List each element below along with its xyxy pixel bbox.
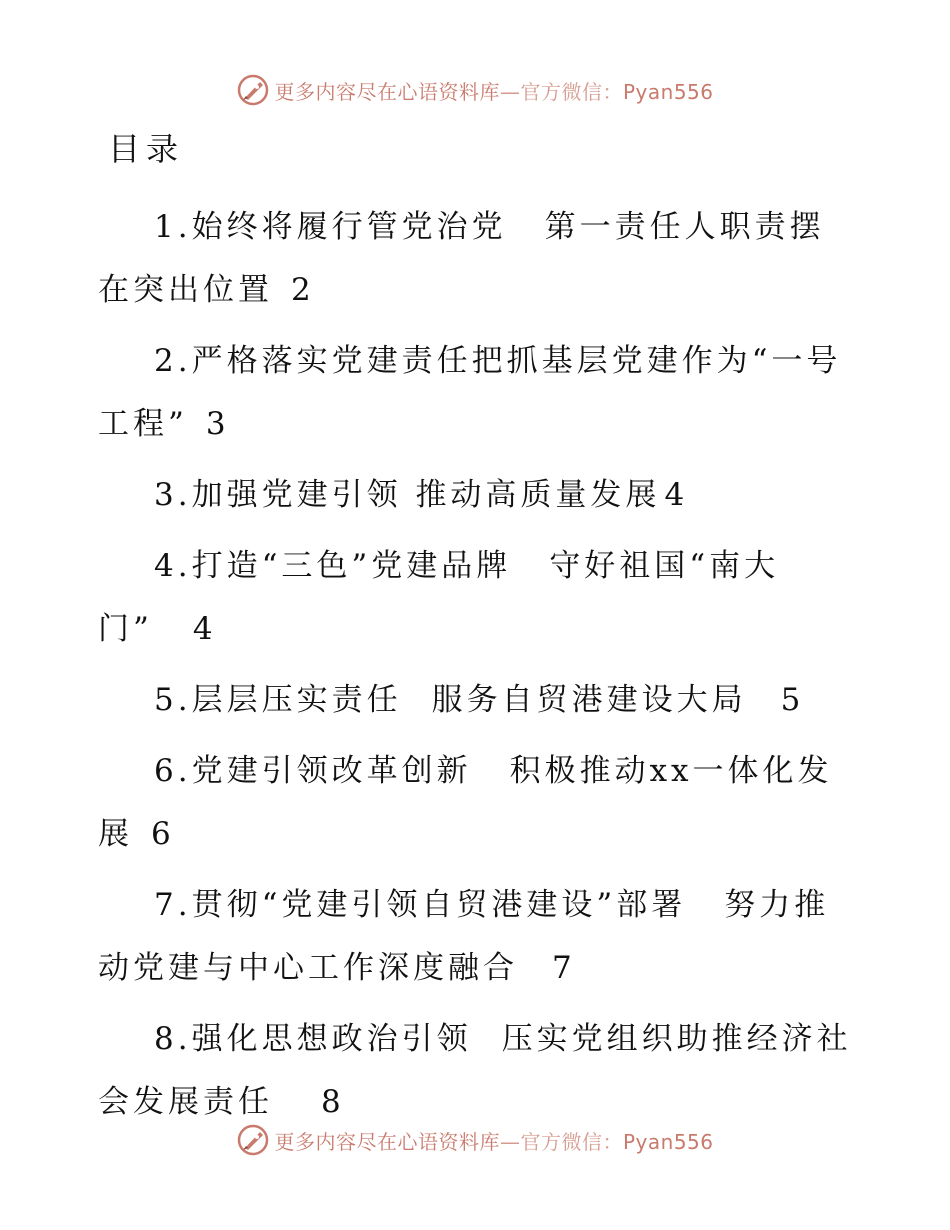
- toc-item-2[interactable]: [98, 330, 858, 456]
- toc-heading: 目录: [108, 130, 185, 168]
- quill-pen-logo-icon: [236, 1123, 270, 1157]
- toc-number: 5.: [154, 682, 192, 718]
- toc-page-number: 8: [321, 1084, 341, 1120]
- toc-item-5[interactable]: [98, 669, 858, 732]
- toc-title-part1: 严格落实党建责任把抓基层党建作为“一号工程”: [98, 343, 842, 442]
- toc-number: 1.: [154, 209, 192, 245]
- toc-page-number: 3: [205, 406, 226, 442]
- watermark-handle: Pyan556: [622, 79, 714, 104]
- toc-title-part1: 打造“三色”党建品牌: [191, 548, 512, 584]
- watermark-prefix: 更多内容尽在心语资料库: [274, 79, 500, 104]
- toc-title-part2: 努力推动党建与中心工作深度融合: [98, 887, 830, 986]
- toc-number: 4.: [154, 548, 192, 584]
- watermark-suffix: 官方微信：: [520, 1129, 623, 1154]
- toc-title-part1: 加强党建引领: [191, 477, 402, 513]
- watermark-handle: Pyan556: [622, 1129, 714, 1154]
- watermark-dash: —: [499, 1129, 521, 1154]
- toc-list: [98, 196, 858, 1142]
- watermark-dash: —: [499, 79, 521, 104]
- toc-item-4[interactable]: [98, 535, 858, 661]
- watermark-suffix: 官方微信：: [520, 79, 623, 104]
- toc-title-part2: 积极推动xx一体化发展: [98, 753, 833, 852]
- toc-title-part1: 强化思想政治引领: [191, 1021, 472, 1057]
- watermark-text: [274, 1126, 713, 1155]
- toc-title-part2: 服务自贸港建设大局: [431, 682, 747, 718]
- toc-item-8[interactable]: [98, 1008, 858, 1134]
- toc-item-3[interactable]: [98, 464, 858, 527]
- toc-page-number: 6: [151, 816, 171, 852]
- toc-title-part1: 贯彻“党建引领自贸港建设”部署: [191, 887, 687, 923]
- watermark-text: [274, 76, 713, 105]
- quill-pen-logo-icon: [236, 73, 270, 107]
- toc-title-part2: 压实党组织助推经济社会发展责任: [98, 1021, 852, 1120]
- toc-item-1[interactable]: [98, 196, 858, 322]
- toc-number: 8.: [154, 1021, 192, 1057]
- toc-number: 7.: [154, 887, 192, 923]
- toc-page-number: 2: [291, 272, 311, 308]
- toc-title-part1: 始终将履行管党治党: [191, 209, 507, 245]
- toc-title-part1: 党建引领改革创新: [191, 753, 472, 789]
- toc-item-7[interactable]: [98, 874, 858, 1000]
- footer-watermark: [0, 1120, 950, 1160]
- header-watermark: [0, 70, 950, 110]
- watermark-prefix: 更多内容尽在心语资料库: [274, 1129, 500, 1154]
- toc-title-part2: 推动高质量发展: [415, 477, 661, 513]
- toc-page-number: 7: [552, 950, 572, 986]
- toc-title-part2: 第一责任人职责摆在突出位置: [98, 209, 825, 308]
- toc-number: 3.: [154, 477, 192, 513]
- toc-page-number: 4: [664, 477, 685, 513]
- toc-number: 6.: [154, 753, 192, 789]
- toc-title-part1: 层层压实责任: [191, 682, 402, 718]
- toc-number: 2.: [154, 343, 192, 379]
- toc-title-part2: 守好祖国“南大门”: [98, 548, 780, 647]
- toc-page-number: 4: [192, 611, 213, 647]
- toc-page-number: 5: [780, 682, 801, 718]
- toc-item-6[interactable]: [98, 740, 858, 866]
